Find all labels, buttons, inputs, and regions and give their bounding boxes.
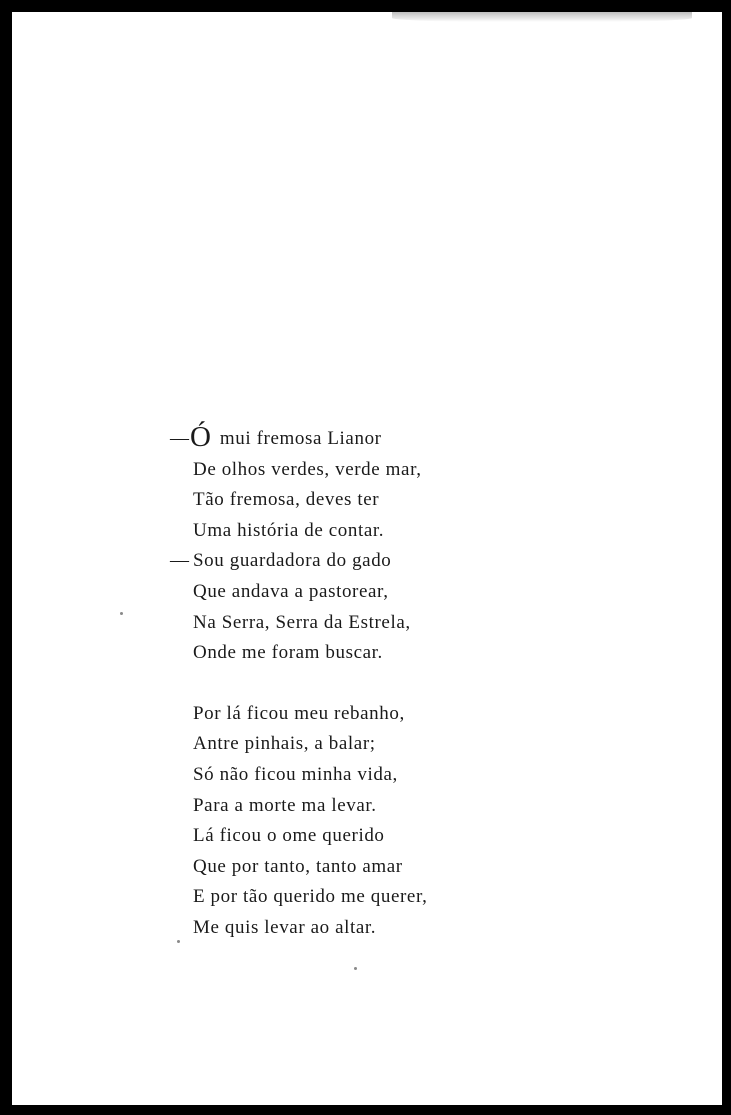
initial-letter: Ó <box>190 421 212 453</box>
poem <box>12 421 722 944</box>
scan-shadow <box>392 12 692 22</box>
verse <box>12 516 722 547</box>
verse-text: Que por tanto, tanto amar <box>193 855 403 877</box>
verse-text: E por tão querido me querer, <box>193 886 428 908</box>
verse-text: Uma história de contar. <box>193 519 385 541</box>
verse-text: Sou guardadora do gado <box>193 550 392 572</box>
book-page <box>12 12 722 1105</box>
verse <box>12 699 722 730</box>
verse <box>12 882 722 913</box>
verse <box>12 821 722 852</box>
verse <box>12 638 722 669</box>
verse <box>12 791 722 822</box>
verse <box>12 455 722 486</box>
verse-text: Só não ficou minha vida, <box>193 763 398 785</box>
dialogue-dash: — <box>170 428 190 449</box>
verse-text: Por lá ficou meu rebanho, <box>193 702 405 724</box>
verse-text: Me quis levar ao altar. <box>193 916 377 938</box>
verse <box>12 577 722 608</box>
verse <box>12 546 722 577</box>
dialogue-dash: — <box>170 550 190 572</box>
verse <box>12 852 722 883</box>
verse <box>12 760 722 791</box>
paper-speck <box>354 967 357 970</box>
verse <box>12 729 722 760</box>
verse-text: Tão fremosa, deves ter <box>193 489 380 511</box>
verse-text: Lá ficou o ome querido <box>193 825 385 847</box>
verse <box>12 608 722 639</box>
verse-text: De olhos verdes, verde mar, <box>193 458 422 480</box>
verse-text: Na Serra, Serra da Estrela, <box>193 611 411 633</box>
stanza-2 <box>12 699 722 944</box>
verse-text: Onde me foram buscar. <box>193 642 383 664</box>
verse-text: Antre pinhais, a balar; <box>193 733 376 755</box>
stanza-1 <box>12 421 722 669</box>
verse <box>12 913 722 944</box>
verse <box>12 485 722 516</box>
verse-text: mui fremosa Lianor <box>214 428 382 449</box>
verse-text: Que andava a pastorear, <box>193 580 389 602</box>
verse-text: Para a morte ma levar. <box>193 794 377 816</box>
verse <box>12 421 722 455</box>
